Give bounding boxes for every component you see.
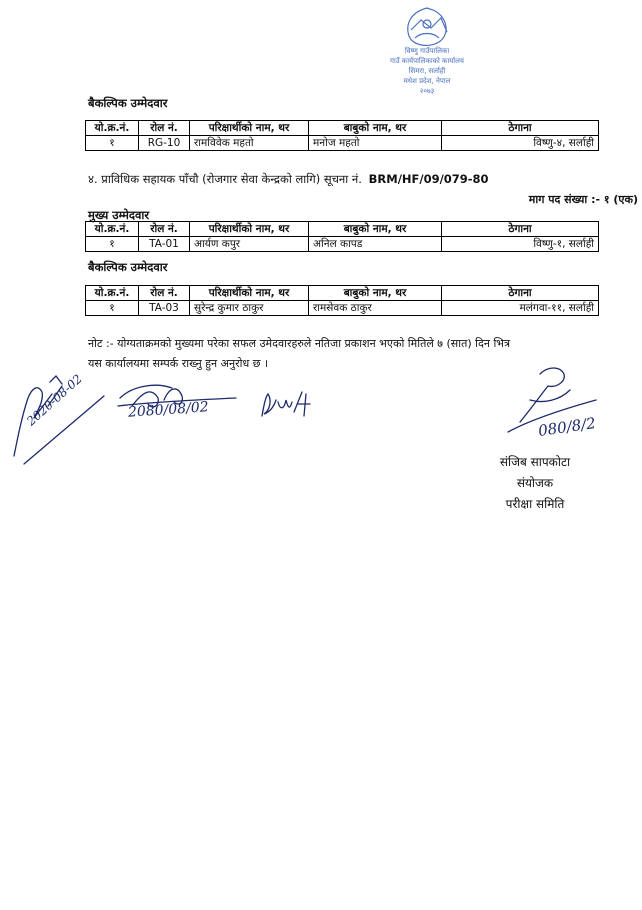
- cell-serial: १: [86, 237, 139, 252]
- col-father-name: बाबुको नाम, थर: [309, 222, 442, 237]
- cell-roll: TA-03: [139, 301, 190, 316]
- signature-date: 2080/08/02: [127, 399, 210, 421]
- section-title-text: ४. प्राविधिक सहायक पाँचौ (रोजगार सेवा केन्द्रको लागि) सूचना नं.: [88, 172, 362, 186]
- col-father-name: बाबुको नाम, थर: [309, 121, 442, 136]
- table-header-row: [86, 121, 599, 136]
- signature-1: [4, 366, 114, 470]
- signature-date: 080/8/2: [537, 414, 597, 440]
- seal-line: २०७३: [419, 87, 435, 95]
- cell-roll: RG-10: [139, 136, 190, 151]
- signatory-role: संयोजक: [516, 476, 554, 490]
- seal-line: विष्णु गाउँपालिका: [404, 47, 450, 55]
- signatory-block: [470, 452, 600, 515]
- cell-father-name: रामसेवक ठाकुर: [309, 301, 442, 316]
- col-serial: यो.क्र.नं.: [86, 286, 139, 301]
- signature-4: [500, 360, 620, 450]
- posts-count: माग पद संख्या :- १ (एक): [528, 193, 638, 206]
- main-candidates-table: [85, 221, 599, 252]
- note-line: यस कार्यालयमा सम्पर्क राख्नु हुन अनुरोध छ ।: [88, 357, 269, 370]
- col-roll: रोल नं.: [139, 121, 190, 136]
- table-header-row: [86, 222, 599, 237]
- alternate-candidates-heading: बैकल्पिक उम्मेदवार: [88, 260, 168, 274]
- alternate-candidates-heading: बैकल्पिक उम्मेदवार: [88, 96, 168, 110]
- table-row: [86, 301, 599, 316]
- signatory-committee: परीक्षा समिति: [505, 497, 565, 511]
- table-header-row: [86, 286, 599, 301]
- alternate-candidates-table-2: [85, 285, 599, 316]
- signatory-name: संजिब सापकोटा: [499, 455, 571, 469]
- col-roll: रोल नं.: [139, 222, 190, 237]
- col-address: ठेगाना: [442, 286, 599, 301]
- alternate-candidates-table: [85, 120, 599, 151]
- cell-roll: TA-01: [139, 237, 190, 252]
- cell-serial: १: [86, 136, 139, 151]
- col-serial: यो.क्र.नं.: [86, 222, 139, 237]
- col-candidate-name: परिक्षार्थीको नाम, थर: [190, 222, 309, 237]
- cell-candidate-name: आर्यण कपुर: [190, 237, 309, 252]
- note-line: नोट :- योग्यताक्रमको मुख्यमा परेका सफल उमेदवारहरुले नतिजा प्रकाशन भएको मितिले ७ (सात) दिन भित्र: [88, 337, 511, 350]
- table-row: [86, 237, 599, 252]
- col-roll: रोल नं.: [139, 286, 190, 301]
- cell-address: विष्णु-१, सर्लाही: [442, 237, 599, 252]
- col-father-name: बाबुको नाम, थर: [309, 286, 442, 301]
- cell-serial: १: [86, 301, 139, 316]
- cell-father-name: अनिल कापड: [309, 237, 442, 252]
- cell-candidate-name: रामविवेक महतो: [190, 136, 309, 151]
- notice-number: BRM/HF/09/079-80: [368, 172, 489, 186]
- seal-line: सिमरा, सर्लाही: [408, 67, 446, 75]
- signature-2: [112, 376, 242, 432]
- seal-line: गाउँ कार्यपालिकाको कार्यालय: [390, 57, 464, 65]
- section-title: [88, 172, 489, 187]
- cell-father-name: मनोज महतो: [309, 136, 442, 151]
- signature-date: 2020-08-02: [24, 371, 85, 429]
- signature-3: [256, 386, 326, 422]
- table-row: [86, 136, 599, 151]
- office-seal: [381, 2, 473, 110]
- cell-address: विष्णु-४, सर्लाही: [442, 136, 599, 151]
- col-serial: यो.क्र.नं.: [86, 121, 139, 136]
- col-candidate-name: परिक्षार्थीको नाम, थर: [190, 121, 309, 136]
- col-candidate-name: परिक्षार्थीको नाम, थर: [190, 286, 309, 301]
- cell-candidate-name: सुरेन्द्र कुमार ठाकुर: [190, 301, 309, 316]
- seal-line: मधेश प्रदेश, नेपाल: [403, 77, 451, 85]
- cell-address: मलंगवा-११, सर्लाही: [442, 301, 599, 316]
- main-candidates-heading: मुख्य उम्मेदवार: [88, 208, 150, 222]
- col-address: ठेगाना: [442, 121, 599, 136]
- col-address: ठेगाना: [442, 222, 599, 237]
